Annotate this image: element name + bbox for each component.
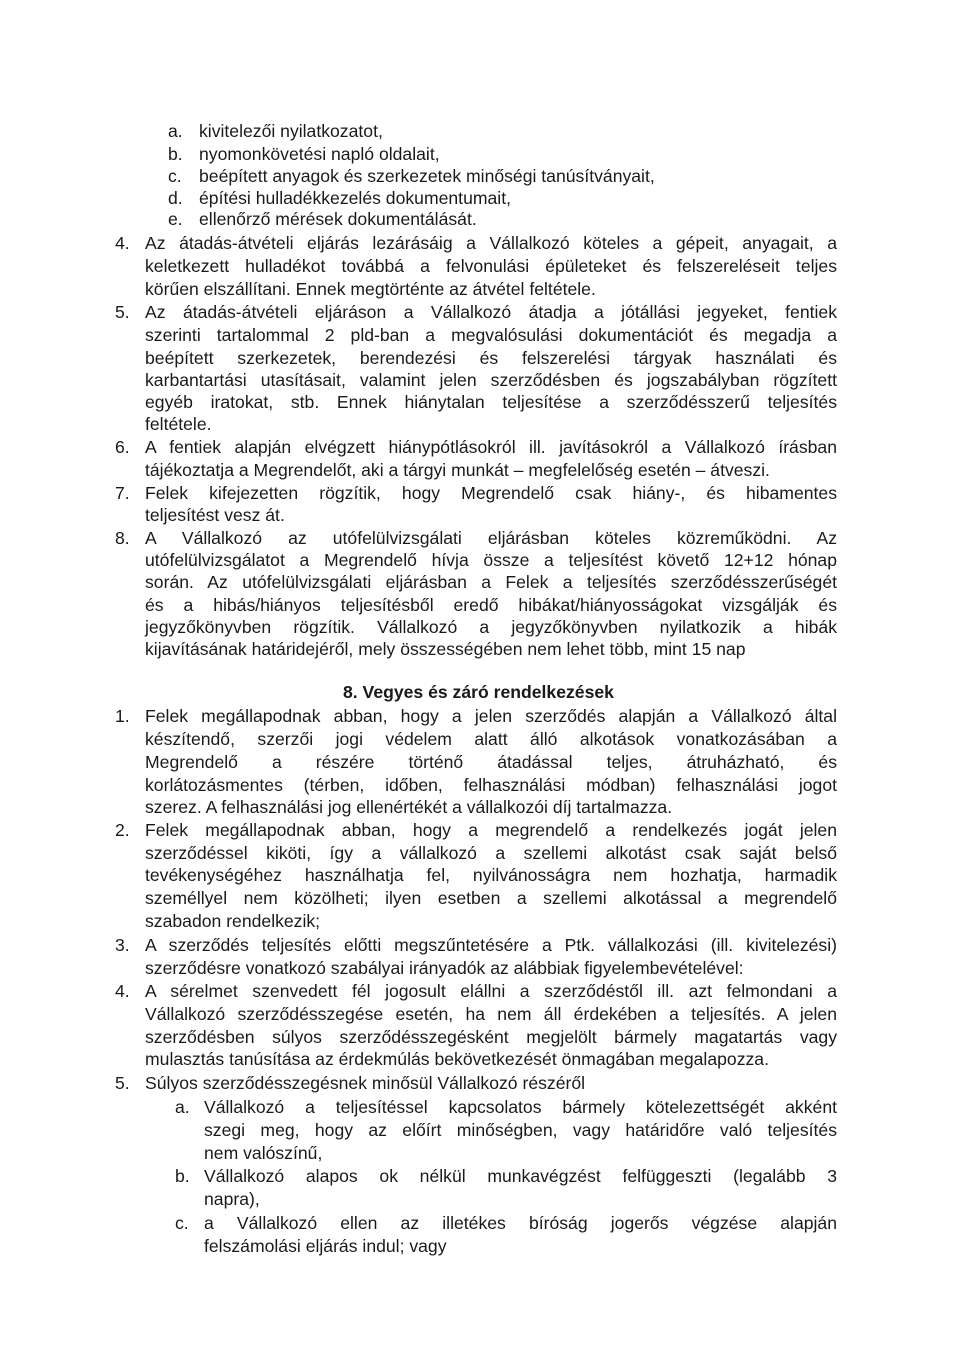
clause-line: szabadon rendelkezik; — [145, 911, 321, 931]
clause-line: A fentiek alapján elvégzett hiánypótlásokról ill. javításokról a Vállalkozó írásban — [145, 437, 837, 457]
clause-number: 5. — [115, 302, 130, 322]
clause-line: tájékoztatja a Megrendelőt, aki a tárgyi munkát – megfelelőség esetén – átveszi. — [145, 460, 770, 480]
list-item-line: a Vállalkozó ellen az illetékes bíróság jogerős végzése alapján — [204, 1213, 837, 1233]
list-marker: d. — [168, 188, 183, 208]
list-marker: a. — [168, 121, 183, 141]
clause-line: Az átadás-átvételi eljáráson a Vállalkozó átadja a jótállási jegyeket, fentiek — [145, 302, 837, 322]
clause-line: Felek megállapodnak abban, hogy a jelen szerződés alapján a Vállalkozó által — [145, 706, 837, 726]
clause-line: szerződéssel kiköti, így a vállalkozó a szellemi alkotást csak saját belső — [145, 843, 837, 863]
clause-line: szerződésre vonatkozó szabályai irányadók az alábbiak figyelembevételével: — [145, 958, 744, 978]
list-item: építési hulladékkezelés dokumentumait, — [199, 188, 511, 208]
clause-line: teljesítést vesz át. — [145, 505, 285, 525]
list-marker: e. — [168, 209, 183, 229]
clause-number: 7. — [115, 483, 130, 503]
clause-number: 4. — [115, 981, 130, 1001]
clause-number: 3. — [115, 935, 130, 955]
clause-line: személlyel nem közölheti; ilyen esetben a szellemi alkotással a megrendelő — [145, 888, 837, 908]
clause-line: egyéb iratokat, stb. Ennek hiánytalan teljesítése a szerződésszerű teljesítés — [145, 392, 837, 412]
clause-line: és a hibás/hiányos teljesítésből eredő hibákat/hiányosságokat vizsgálják és — [145, 595, 837, 615]
clause-number: 2. — [115, 820, 130, 840]
clause-line: jegyzőkönyvben rögzítik. Vállalkozó a jegyzőkönyvben nyilatkozik a hibák — [145, 617, 837, 637]
clause-line: A Vállalkozó az utófelülvizsgálati eljárásban köteles közreműködni. Az — [145, 528, 837, 548]
list-marker: b. — [175, 1166, 190, 1186]
clause-number: 5. — [115, 1073, 130, 1093]
clause-line: Vállalkozó szerződésszegése esetén, ha nem áll érdekében a teljesítés. A jelen — [145, 1004, 837, 1024]
clause-line: beépített szerkezetek, berendezési és felszerelési tárgyak használati és — [145, 348, 837, 368]
clause-line: során. Az utófelülvizsgálati eljárásban a Felek a teljesítés szerződésszerűségét — [145, 572, 837, 592]
clause-number: 1. — [115, 706, 130, 726]
clause-line: kijavításának határidejéről, mely összességében nem lehet több, mint 15 nap — [145, 639, 746, 659]
clause-line: szerez. A felhasználási jog ellenértékét a vállalkozói díj tartalmazza. — [145, 797, 673, 817]
list-item-line: napra), — [204, 1189, 260, 1209]
clause-number: 4. — [115, 233, 130, 253]
list-item: beépített anyagok és szerkezetek minőségi tanúsítványait, — [199, 166, 655, 186]
clause-line: Súlyos szerződésszegésnek minősül Vállalkozó részéről — [145, 1073, 586, 1093]
list-item: ellenőrző mérések dokumentálását. — [199, 209, 477, 229]
list-item: kivitelezői nyilatkozatot, — [199, 121, 383, 141]
clause-line: karbantartási utasításait, valamint jelen szerződésben és jogszabályban rögzített — [145, 370, 837, 390]
list-item-line: nem valószínű, — [204, 1143, 323, 1163]
clause-line: szerződésben súlyos szerződésszegésként megjelölt bármely magatartás vagy — [145, 1027, 837, 1047]
list-marker: c. — [175, 1213, 189, 1233]
clause-line: Az átadás-átvételi eljárás lezárásáig a Vállalkozó köteles a gépeit, anyagait, a — [145, 233, 837, 253]
clause-line: A sérelmet szenvedett fél jogosult elállni a szerződéstől ill. azt felmondani a — [145, 981, 837, 1001]
clause-line: körűen elszállítani. Ennek megtörténte az átvétel feltétele. — [145, 279, 596, 299]
clause-line: feltétele. — [145, 414, 212, 434]
list-marker: b. — [168, 144, 183, 164]
list-item-line: felszámolási eljárás indul; vagy — [204, 1236, 447, 1256]
clause-line: Felek megállapodnak abban, hogy a megrendelő a rendelkezés jogát jelen — [145, 820, 837, 840]
clause-line: utófelülvizsgálatot a Megrendelő hívja össze a teljesítést követő 12+12 hónap — [145, 550, 837, 570]
clause-line: készítendő, szerzői jogi védelem alatt álló alkotások vonatkozásában a — [145, 729, 837, 749]
clause-line: korlátozásmentes (térben, időben, felhasználási módban) felhasználási jogot — [145, 775, 837, 795]
section-heading: 8. Vegyes és záró rendelkezések — [343, 682, 614, 702]
list-item-line: Vállalkozó a teljesítéssel kapcsolatos bármely kötelezettségét akként — [204, 1097, 837, 1117]
list-item-line: szegi meg, hogy az előírt minőségben, vagy határidőre való teljesítés — [204, 1120, 837, 1140]
clause-line: szerinti tartalommal 2 pld-ban a megvalósulási dokumentációt és megadja a — [145, 325, 837, 345]
clause-line: A szerződés teljesítés előtti megszűntetésére a Ptk. vállalkozási (ill. kivitelezési) — [145, 935, 837, 955]
list-marker: c. — [168, 166, 182, 186]
clause-line: keletkezett hulladékot továbbá a felvonulási épületeket és felszereléseit teljes — [145, 256, 837, 276]
clause-line: Felek kifejezetten rögzítik, hogy Megrendelő csak hiány-, és hibamentes — [145, 483, 837, 503]
clause-line: Megrendelő a részére történő átadással teljes, átruházható, és — [145, 752, 837, 772]
list-item: nyomonkövetési napló oldalait, — [199, 144, 440, 164]
clause-line: mulasztás tanúsítása az érdekmúlás bekövetkezését önmagában megalapozza. — [145, 1049, 769, 1069]
list-marker: a. — [175, 1097, 190, 1117]
clause-number: 6. — [115, 437, 130, 457]
clause-number: 8. — [115, 528, 130, 548]
list-item-line: Vállalkozó alapos ok nélkül munkavégzést felfüggeszti (legalább 3 — [204, 1166, 837, 1186]
clause-line: tevékenységéhez használhatja fel, nyilvánosságra nem hozhatja, harmadik — [145, 865, 837, 885]
